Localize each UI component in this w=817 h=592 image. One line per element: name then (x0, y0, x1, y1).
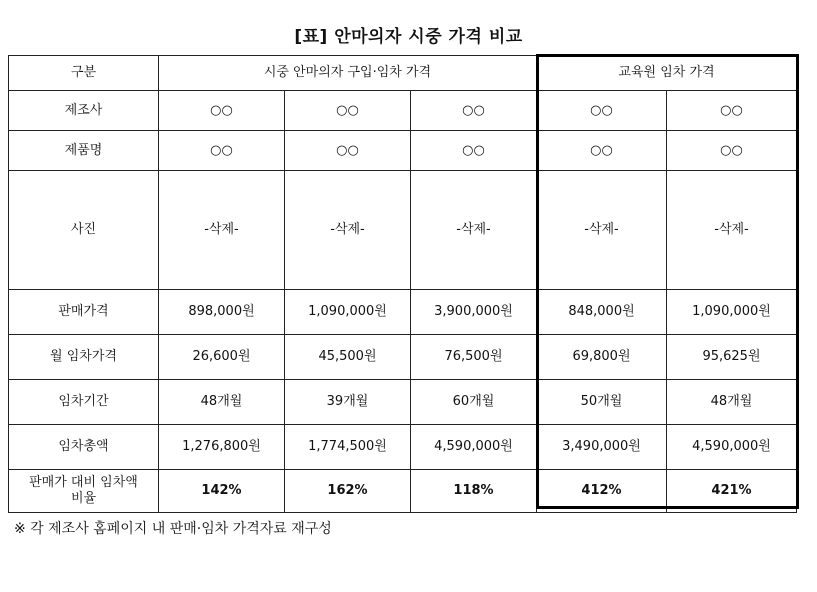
cell: 76,500원 (411, 335, 537, 380)
cell: -삭제- (285, 171, 411, 290)
table-row-rent-total (9, 425, 797, 470)
price-comparison-table (8, 55, 797, 513)
cell: ○○ (537, 131, 667, 171)
header-edu-group: 교육원 임차 가격 (537, 56, 797, 91)
cell: ○○ (667, 131, 797, 171)
cell: -삭제- (159, 171, 285, 290)
row-label: 임차기간 (9, 380, 159, 425)
cell: ○○ (411, 91, 537, 131)
cell: ○○ (285, 131, 411, 171)
row-label: 임차총액 (9, 425, 159, 470)
cell: 26,600원 (159, 335, 285, 380)
table-row-product (9, 131, 797, 171)
cell: 95,625원 (667, 335, 797, 380)
cell: 4,590,000원 (667, 425, 797, 470)
cell: -삭제- (537, 171, 667, 290)
cell: 48개월 (159, 380, 285, 425)
table-title: [표] 안마의자 시중 가격 비교 (294, 27, 523, 47)
cell: ○○ (159, 131, 285, 171)
header-market-group: 시중 안마의자 구입·임차 가격 (159, 56, 537, 91)
source-note: ※ 각 제조사 홈페이지 내 판매·임차 가격자료 재구성 (14, 521, 332, 537)
header-category: 구분 (9, 56, 159, 91)
table-row-photo (9, 171, 797, 290)
cell: 162% (285, 470, 411, 513)
cell: ○○ (667, 91, 797, 131)
cell: 1,090,000원 (285, 290, 411, 335)
cell: ○○ (285, 91, 411, 131)
cell: 50개월 (537, 380, 667, 425)
row-label: 사진 (9, 171, 159, 290)
cell: 118% (411, 470, 537, 513)
row-label: 월 임차가격 (9, 335, 159, 380)
table-row-ratio (9, 470, 797, 513)
cell: ○○ (411, 131, 537, 171)
cell: 1,276,800원 (159, 425, 285, 470)
cell: 69,800원 (537, 335, 667, 380)
cell: 45,500원 (285, 335, 411, 380)
cell: 848,000원 (537, 290, 667, 335)
cell: 142% (159, 470, 285, 513)
header-row (9, 56, 797, 91)
cell: 412% (537, 470, 667, 513)
cell: 421% (667, 470, 797, 513)
row-label-line2: 비율 (70, 491, 97, 506)
cell: 1,774,500원 (285, 425, 411, 470)
cell: 1,090,000원 (667, 290, 797, 335)
cell: ○○ (537, 91, 667, 131)
table-row-manufacturer (9, 91, 797, 131)
cell: 898,000원 (159, 290, 285, 335)
table-row-sale-price (9, 290, 797, 335)
table-row-rent-period (9, 380, 797, 425)
cell: ○○ (159, 91, 285, 131)
row-label: 제조사 (9, 91, 159, 131)
row-label (9, 470, 159, 513)
row-label-line1: 판매가 대비 임차액 (29, 475, 138, 490)
table-row-monthly-rent (9, 335, 797, 380)
row-label: 제품명 (9, 131, 159, 171)
cell: 60개월 (411, 380, 537, 425)
cell: 4,590,000원 (411, 425, 537, 470)
cell: 3,490,000원 (537, 425, 667, 470)
cell: 48개월 (667, 380, 797, 425)
cell: 39개월 (285, 380, 411, 425)
row-label: 판매가격 (9, 290, 159, 335)
cell: 3,900,000원 (411, 290, 537, 335)
cell: -삭제- (667, 171, 797, 290)
cell: -삭제- (411, 171, 537, 290)
